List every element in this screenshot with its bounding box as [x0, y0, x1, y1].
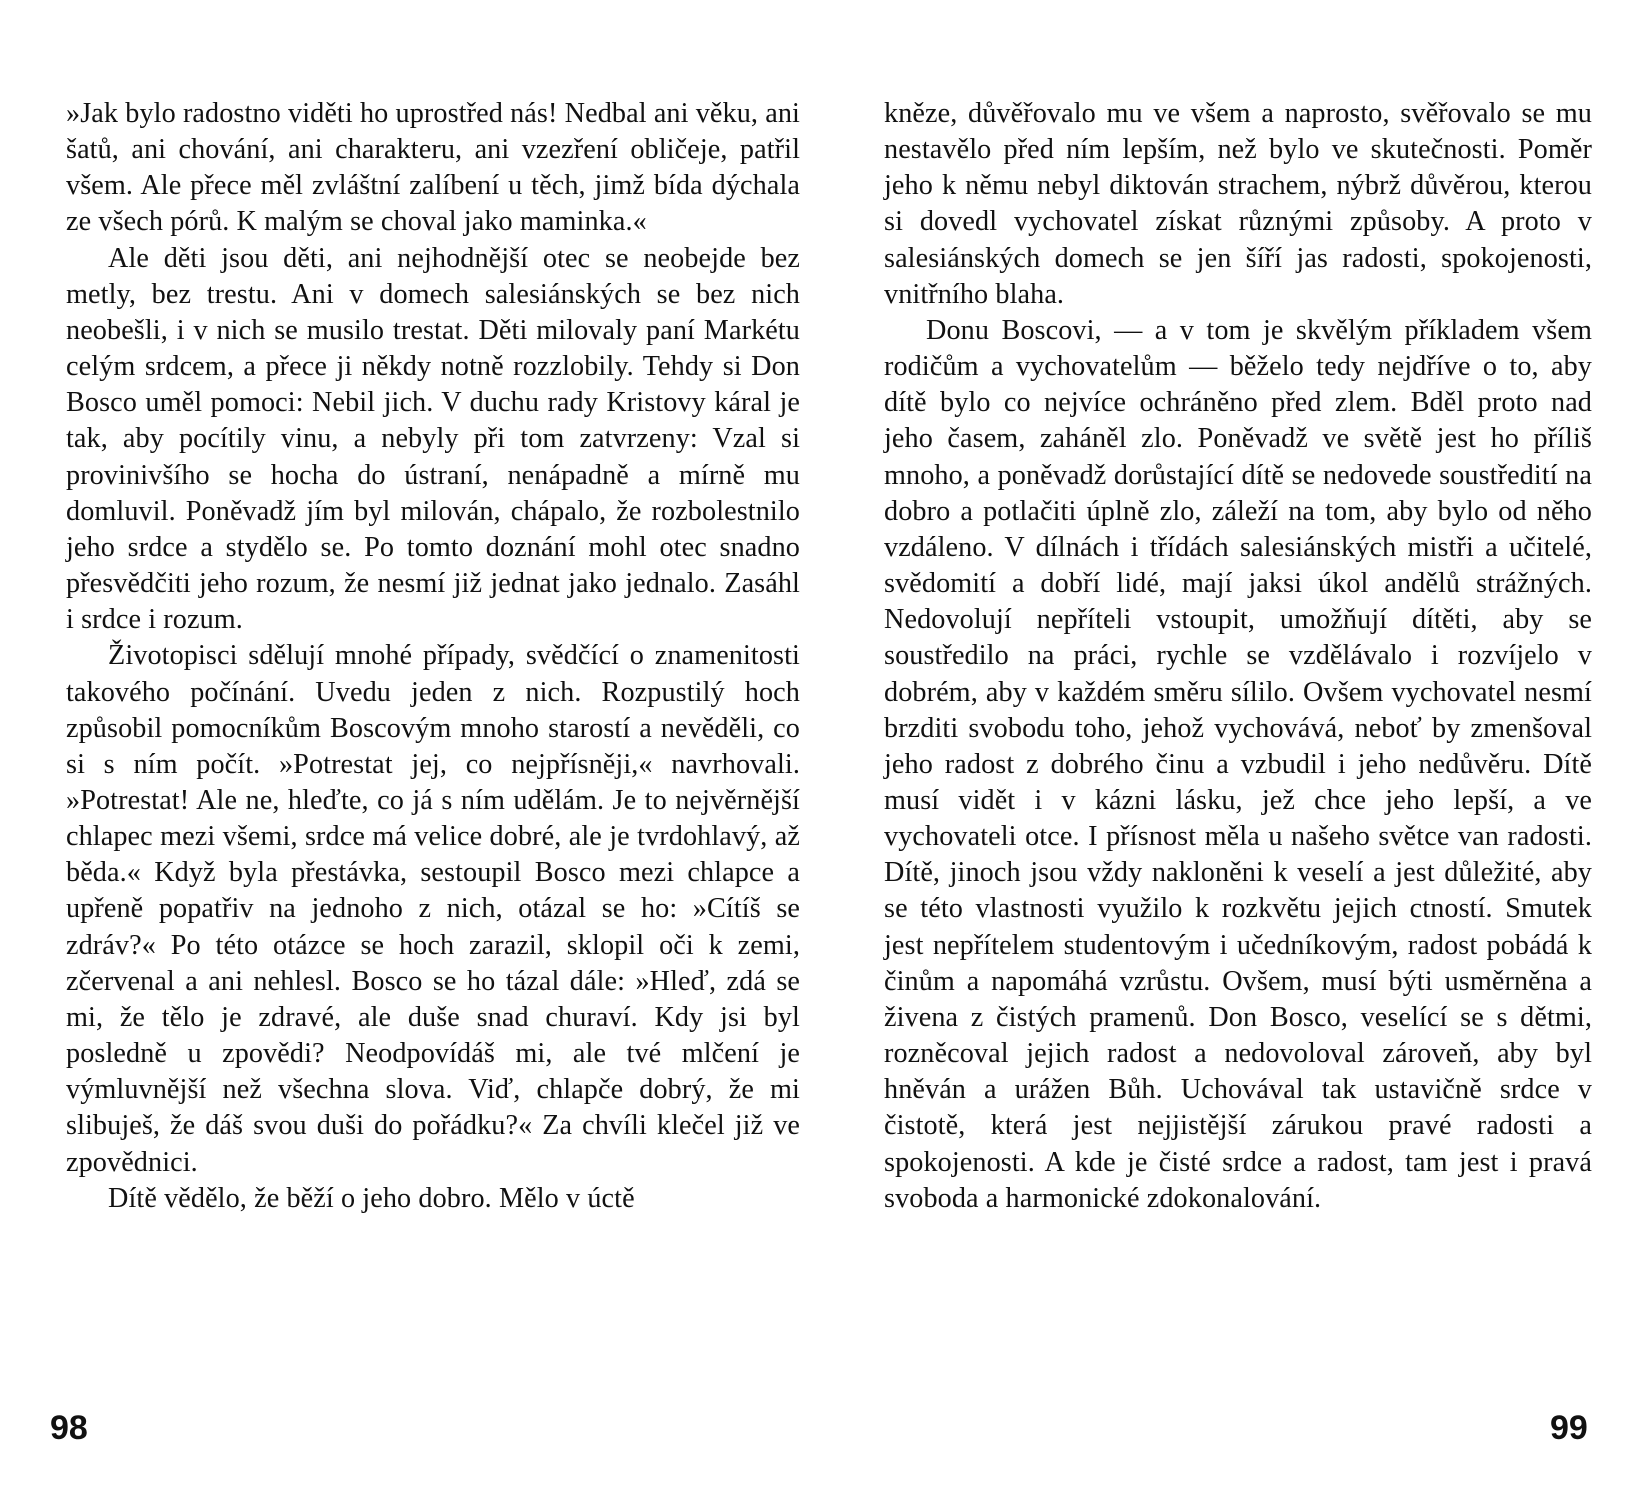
paragraph: Donu Boscovi, — a v tom je skvělým příkladem všem rodičům a vychovatelům — běželo tedy nejdříve o to, aby dítě bylo co nejvíce ochráněno před zlem. Bděl proto nad jeho časem, zaháněl zlo. Poněvadž ve světě jest ho příliš mnoho, a poněvadž dorůstající dítě se nedovede soustředití na dobro a potlačiti úplně zlo, záleží na tom, aby bylo od něho vzdáleno. V dílnách i třídách salesiánských mistři a učitelé, svědomití a dobří lidé, mají jaksi úkol andělů strážných. Nedovolují nepříteli vstoupit, umožňují dítěti, aby se soustředilo na práci, rychle se vzdělávalo i rozvíjelo v dobrém, aby v každém směru sílilo. Ovšem vychovatel nesmí brzditi svobodu toho, jehož vychovává, neboť by zmenšoval jeho radost z dobrého činu a vzbudil i jeho nedůvěru. Dítě musí vidět i v kázni lásku, jež chce jeho lepší, a ve vychovateli otce. I přísnost měla u našeho světce van radosti. Dítě, jinoch jsou vždy nakloněni k veselí a jest důležité, aby se této vlastnosti využilo k rozkvětu jejich ctností. Smutek jest nepřítelem studentovým i učedníkovým, radost pobádá k činům a napomáhá vzrůstu. Ovšem, musí býti usměrněna a živena z čistých pramenů. Don Bosco, veselící se s dětmi, rozněcoval jejich radost a nedovoloval zároveň, aby byl hněván a urážen Bůh. Uchovával tak ustavičně srdce v čistotě, která jest nejjistější zárukou pravé radosti a spokojenosti. A kde je čisté srdce a radost, tam jest i pravá svoboda a harmonické zdokonalování.: [884, 314, 1592, 1214]
page-number-left: 98: [50, 1409, 88, 1447]
paragraph: Ale děti jsou děti, ani nejhodnější otec se neobejde bez metly, bez trestu. Ani v domech salesiánských se bez nich neobešli, i v nich se musilo trestat. Děti milovaly paní Markétu celým srdcem, a přece ji někdy notně rozzlobily. Tehdy si Don Bosco uměl pomoci: Nebil jich. V duchu rady Kristovy káral je tak, aby pocítily vinu, a nebyly při tom zatvrzeny: Vzal si provinivšího se hocha do ústraní, nenápadně a mírně mu domluvil. Poněvadž jím byl milován, chápalo, že rozbolestnilo jeho srdce a stydělo se. Po tomto doznání mohl otec snadno přesvědčiti jeho rozum, že nesmí již jednat jako jednalo. Zasáhl i srdce i rozum.: [66, 242, 800, 636]
paragraph: kněze, důvěřovalo mu ve všem a naprosto, svěřovalo se mu nestavělo před ním lepším, než bylo ve skutečnosti. Poměr jeho k němu nebyl diktován strachem, nýbrž důvěrou, kterou si dovedl vychovatel získat různými způsoby. A proto v salesiánských domech se jen šíří jas radosti, spokojenosti, vnitřního blaha.: [884, 98, 1592, 310]
page-number-right: 99: [1550, 1409, 1588, 1447]
left-page: [66, 96, 800, 1217]
paragraph: »Jak bylo radostno viděti ho uprostřed nás! Nedbal ani věku, ani šatů, ani chování, ani charakteru, ani vzezření obličeje, patřil všem. Ale přece měl zvláštní zalíbení u těch, jimž bída dýchala ze všech pórů. K malým se choval jako maminka.«: [66, 98, 800, 238]
paragraph: Životopisci sdělují mnohé případy, svědčící o znamenitosti takového počínání. Uvedu jeden z nich. Rozpustilý hoch způsobil pomocníkům Boscovým mnoho starostí a nevěděli, co si s ním počít. »Potrestat jej, co nejpřísněji,« navrhovali. »Potrestat! Ale ne, hleďte, co já s ním udělám. Je to nejvěrnější chlapec mezi všemi, srdce má velice dobré, ale je tvrdohlavý, až běda.« Když byla přestávka, sestoupil Bosco mezi chlapce a upřeně popatřiv na jednoho z nich, otázal se ho: »Cítíš se zdráv?« Po této otázce se hoch zarazil, sklopil oči k zemi, zčervenal a ani nehlesl. Bosco se ho tázal dále: »Hleď, zdá se mi, že tělo je zdravé, ale duše snad churaví. Kdy jsi byl posledně u zpovědi? Neodpovídáš mi, ale tvé mlčení je výmluvnější než všechna slova. Viď, chlapče dobrý, že mi slibuješ, že dáš svou duši do pořádku?« Za chvíli klečel již ve zpovědnici.: [66, 640, 800, 1178]
paragraph: Dítě vědělo, že běží o jeho dobro. Mělo v úctě: [108, 1182, 635, 1214]
right-page: [884, 96, 1592, 1217]
